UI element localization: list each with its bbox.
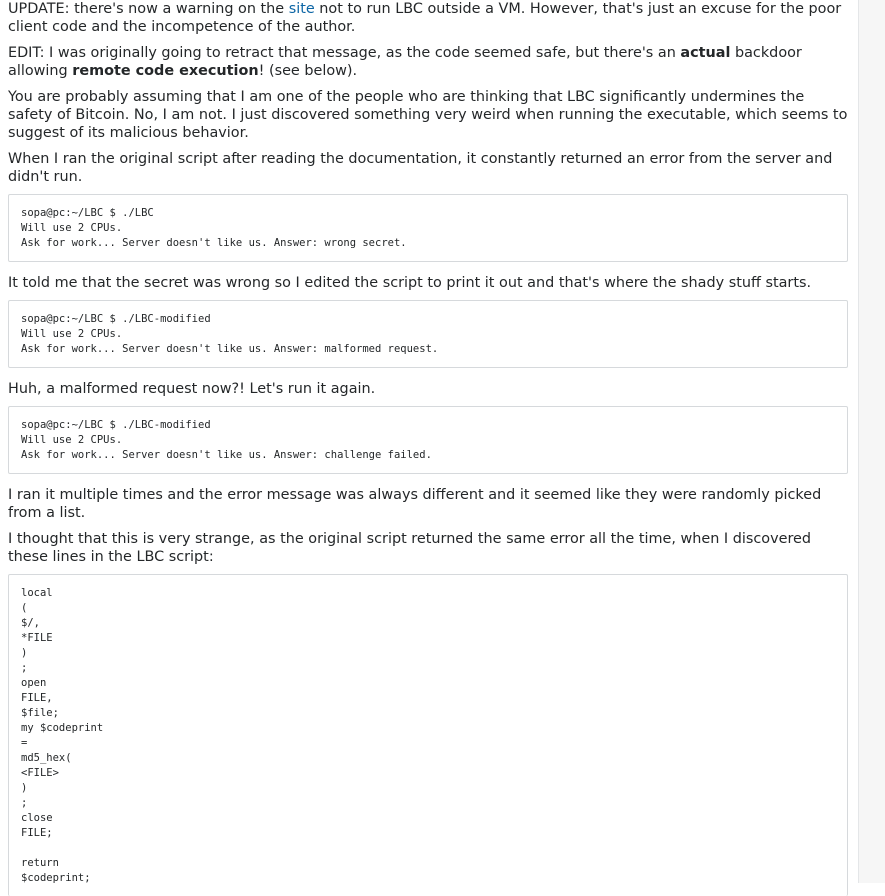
code-line: local [21, 587, 53, 599]
discovery-paragraph: I thought that this is very strange, as the original script returned the same error all the time, when I discovered these lines in the LBC script: [8, 531, 812, 565]
edit-paragraph [8, 44, 848, 80]
code-line: $codeprint; [21, 872, 91, 884]
code-line: sopa@pc:~/LBC $ ./LBC-modified [21, 419, 211, 431]
code-line: Ask for work... Server doesn't like us. Answer: wrong secret. [21, 237, 407, 249]
secret-paragraph: It told me that the secret was wrong so I edited the script to print it out and that's where the shady stuff starts. [8, 275, 812, 291]
code-line: sopa@pc:~/LBC $ ./LBC [21, 207, 154, 219]
code-line: $file; [21, 707, 59, 719]
edit-text-prefix: EDIT: I was originally going to retract that message, as the code seemed safe, but there's an [8, 45, 681, 61]
edit-bold-rce: remote code execution [72, 63, 259, 79]
random-errors-paragraph: I ran it multiple times and the error message was always different and it seemed like they were randomly picked from a list. [8, 487, 822, 521]
code-line: sopa@pc:~/LBC $ ./LBC-modified [21, 313, 211, 325]
post-body [8, 0, 848, 896]
code-line: Ask for work... Server doesn't like us. Answer: challenge failed. [21, 449, 432, 461]
code-line: md5_hex( [21, 752, 72, 764]
malformed-paragraph: Huh, a malformed request now?! Let's run it again. [8, 381, 376, 397]
code-line [21, 841, 835, 856]
edit-text-suffix: ! (see below). [258, 63, 358, 79]
code-line: close [21, 812, 53, 824]
code-line: = [21, 737, 28, 749]
intro-paragraph: You are probably assuming that I am one of the people who are thinking that LBC significantly undermines the safety of Bitcoin. No, I am not. I just discovered something very weird when running the executable, which seems to suggest of its malicious behavior. [8, 89, 848, 141]
code-line: Will use 2 CPUs. [21, 434, 123, 446]
code-line: ) [21, 647, 28, 659]
code-block-lbc-script [8, 574, 848, 896]
update-paragraph [8, 0, 848, 36]
code-line: <FILE> [21, 767, 59, 779]
code-line: Will use 2 CPUs. [21, 222, 123, 234]
code-block-modified-run-1 [8, 300, 848, 368]
code-line: FILE; [21, 827, 53, 839]
code-line: ; [21, 662, 28, 674]
code-line: *FILE [21, 632, 53, 644]
code-line: $/, [21, 617, 40, 629]
code-line: return [21, 857, 59, 869]
code-line: ( [21, 602, 28, 614]
page-scrollbar[interactable] [858, 0, 885, 883]
edit-text-middle: backdoor allowing [8, 45, 802, 79]
code-line: Will use 2 CPUs. [21, 328, 123, 340]
code-line: ; [21, 797, 28, 809]
code-line: Ask for work... Server doesn't like us. Answer: malformed request. [21, 343, 439, 355]
code-line: open [21, 677, 47, 689]
update-text-prefix: UPDATE: there's now a warning on the [8, 1, 289, 17]
site-link[interactable]: site [288, 1, 315, 17]
code-line: FILE, [21, 692, 53, 704]
code-block-original-run [8, 194, 848, 262]
original-script-paragraph: When I ran the original script after reading the documentation, it constantly returned an error from the server and didn't run. [8, 151, 833, 185]
edit-bold-actual: actual [680, 45, 731, 61]
code-line: my $codeprint [21, 722, 104, 734]
code-line: ) [21, 782, 28, 794]
update-text-suffix: not to run LBC outside a VM. However, that's just an excuse for the poor client code and the incompetence of the author. [8, 1, 842, 35]
code-block-modified-run-2 [8, 406, 848, 474]
